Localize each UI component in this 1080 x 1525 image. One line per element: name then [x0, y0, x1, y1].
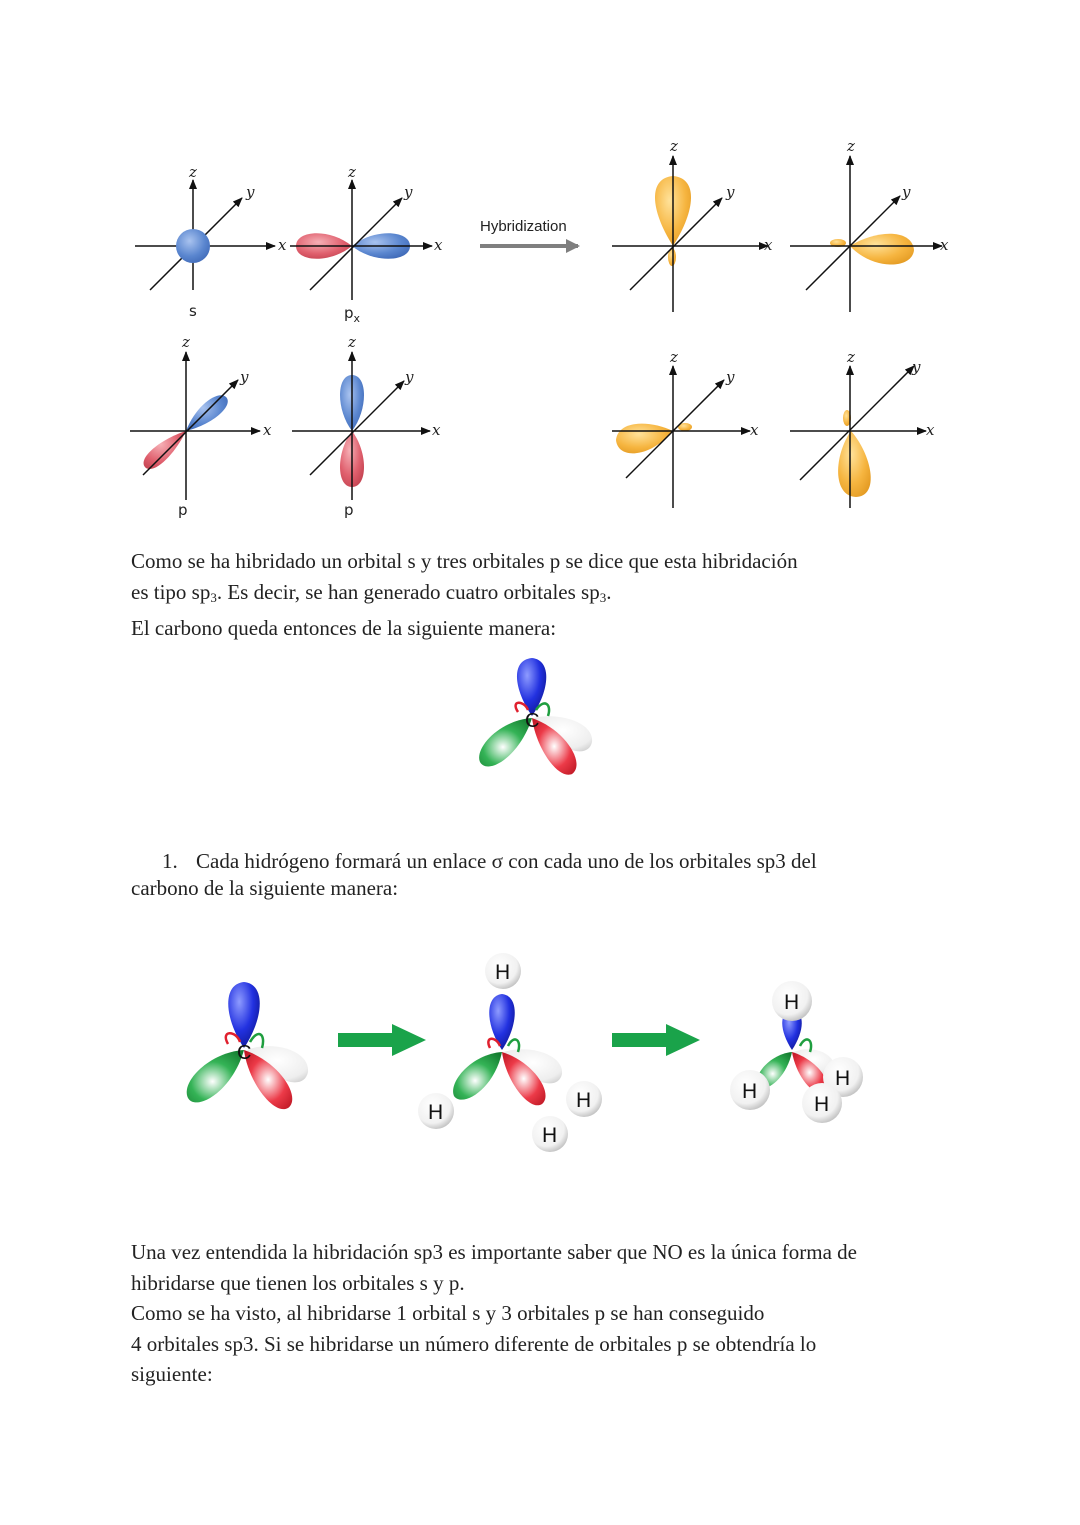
text-line: Como se ha hibridado un orbital s y tres orbitales p se dice que esta hibridación	[131, 549, 798, 573]
methane-molecule	[730, 981, 863, 1123]
y-axis-label: y	[246, 183, 255, 201]
y-axis-label: y	[405, 368, 414, 386]
sp3-orbital-down-diagram	[790, 348, 935, 508]
green-arrow-2	[612, 1024, 700, 1056]
carbon-atom-label: C	[525, 710, 540, 732]
y-axis-label: y	[404, 183, 413, 201]
carbon-sp3-figure	[440, 645, 640, 795]
z-axis-label: z	[847, 137, 855, 155]
z-axis-label: z	[348, 163, 356, 181]
px-orbital-diagram	[290, 163, 443, 325]
y-axis-label: y	[902, 183, 911, 201]
svg-text:H: H	[576, 1089, 592, 1112]
y-axis-label: y	[912, 358, 921, 376]
s-orbital-diagram	[135, 163, 287, 320]
y-axis-label: y	[240, 368, 249, 386]
y-axis-label: y	[726, 368, 735, 386]
hydrogen-atom	[802, 1083, 842, 1123]
x-axis-label: x	[432, 421, 441, 439]
sp3-orbital-left-diagram	[612, 348, 759, 508]
x-axis-label: x	[434, 236, 443, 254]
list-item-hydrogen-bond	[131, 848, 817, 902]
sp3-lobe-blue	[517, 658, 546, 716]
sp3-orbital-up-diagram	[612, 137, 773, 312]
py-orbital-diagram	[130, 333, 272, 519]
svg-text:H: H	[784, 991, 800, 1014]
px-label: $p_x$	[344, 304, 361, 325]
text-line: es tipo $sp_3$. Es decir, se han generado cuatro orbitales $sp_3$.	[131, 579, 612, 605]
carbon-sp3-step2	[418, 953, 602, 1152]
x-axis-label: x	[278, 236, 287, 254]
paragraph-other-hybridizations	[131, 1237, 857, 1390]
hydrogen-atom	[566, 1081, 602, 1117]
sp3-orbital-right-diagram	[790, 137, 949, 312]
svg-text:H: H	[835, 1067, 851, 1090]
carbon-atom-label: C	[237, 1042, 252, 1064]
carbon-sp3-step1	[187, 982, 308, 1109]
x-axis-label: x	[263, 421, 272, 439]
pz-label: p	[344, 501, 354, 519]
sp3-lobe-large	[838, 431, 871, 497]
s-orbital	[176, 229, 210, 263]
z-axis-label: z	[670, 348, 678, 366]
text-line: El carbono queda entonces de la siguiente manera:	[131, 616, 557, 640]
hydrogen-atom	[772, 981, 812, 1021]
hybridization-label: Hybridization	[480, 218, 567, 235]
y-axis-label: y	[726, 183, 735, 201]
z-axis-label: z	[847, 348, 855, 366]
text-line: 4 orbitales sp3. Si se hibridarse un número diferente de orbitales p se obtendría lo	[131, 1331, 817, 1356]
text-line: carbono de la siguiente manera:	[131, 876, 399, 900]
py-lobe-negative	[144, 431, 186, 469]
hydrogen-atom	[532, 1116, 568, 1152]
z-axis-label: z	[670, 137, 678, 155]
sp3-lobe-large	[850, 234, 914, 265]
hydrogen-atom	[418, 1093, 454, 1129]
svg-text:H: H	[742, 1080, 758, 1103]
svg-text:H: H	[428, 1101, 444, 1124]
x-axis-label: x	[750, 421, 759, 439]
sp3-lobe-blue	[228, 982, 260, 1048]
methane-formation-figure	[170, 945, 890, 1160]
svg-text:H: H	[814, 1093, 830, 1116]
paragraph-sp3-intro	[131, 546, 798, 644]
z-axis-label: z	[348, 333, 356, 351]
text-line: 1. Cada hidrógeno formará un enlace σ con cada uno de los orbitales sp3 del	[162, 849, 817, 873]
x-axis-label: x	[764, 236, 773, 254]
pz-orbital-diagram	[292, 333, 441, 519]
text-line: Una vez entendida la hibridación sp3 es importante saber que NO es la única forma de	[131, 1240, 857, 1264]
z-axis-label: z	[182, 333, 190, 351]
sp3-lobe-green	[453, 1052, 502, 1100]
list-number: 1.	[162, 849, 178, 873]
x-axis-label: x	[926, 421, 935, 439]
py-label: p	[178, 501, 188, 519]
hydrogen-atom	[485, 953, 521, 989]
text-line: hibridarse que tienen los orbitales s y p.	[131, 1270, 465, 1295]
text-line: Como se ha visto, al hibridarse 1 orbital s y 3 orbitales p se han conseguido	[131, 1301, 765, 1325]
green-arrow-1	[338, 1024, 426, 1056]
hybridization-arrow	[480, 218, 578, 246]
x-axis-label: x	[940, 236, 949, 254]
sp3-lobe-green	[187, 1050, 244, 1102]
text-line: siguiente:	[131, 1362, 213, 1386]
hydrogen-atom	[730, 1070, 770, 1110]
hybridization-figure	[0, 120, 1080, 520]
s-label: s	[189, 302, 197, 320]
z-axis-label: z	[189, 163, 197, 181]
svg-text:H: H	[542, 1124, 558, 1147]
svg-text:H: H	[495, 961, 511, 984]
